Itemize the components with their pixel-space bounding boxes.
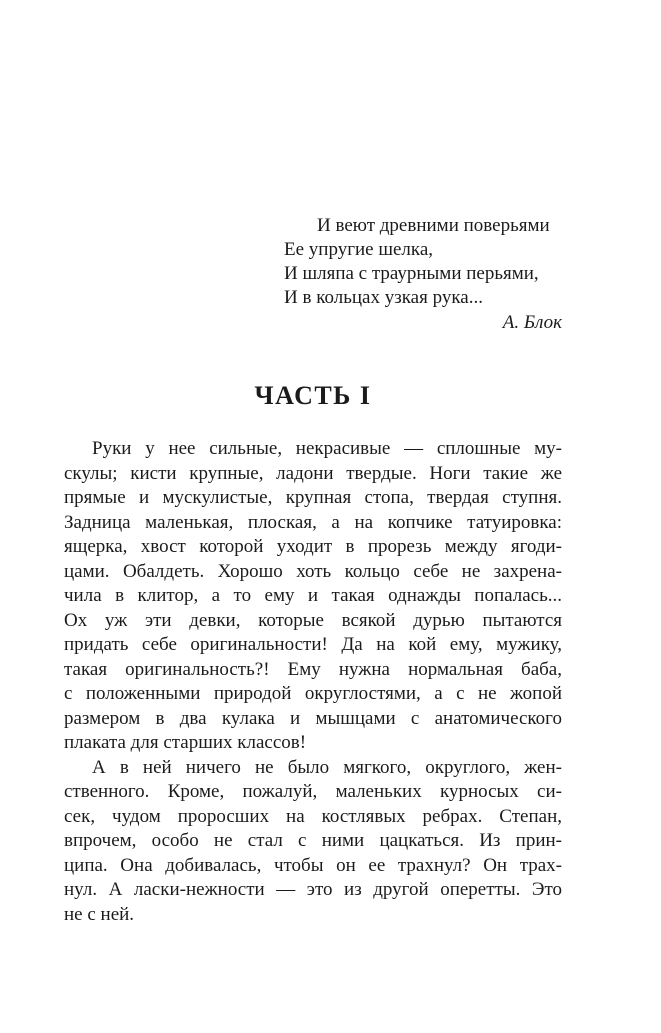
- body-line: ящерка, хвост которой уходит в прорезь между ягоди-: [64, 536, 562, 557]
- body-line: сек, чудом проросших на костлявых ребрах. Степан,: [64, 805, 562, 827]
- body-line: плаката для старших классов!: [64, 732, 307, 753]
- epigraph-attribution: А. Блок: [502, 312, 562, 333]
- body-line: Ох уж эти девки, которые всякой дурью пытаются: [64, 609, 562, 631]
- body-line: с положенными природой округлостями, а с не жопой: [64, 683, 562, 704]
- paragraph: [64, 756, 562, 928]
- body-line: такая оригинальность?! Ему нужна нормальная баба,: [64, 658, 562, 680]
- body-line: придать себе оригинальности! Да на кой ему, мужику,: [64, 634, 562, 655]
- epigraph-line: Ее упругие шелка,: [284, 239, 434, 260]
- text-column: [64, 0, 562, 927]
- body-line: скулы; кисти крупные, ладони твердые. Ноги такие же: [64, 462, 562, 484]
- epigraph-line: И в кольцах узкая рука...: [284, 287, 483, 308]
- body-line: ственного. Кроме, пожалуй, маленьких курносых си-: [64, 781, 562, 802]
- epigraph: [284, 214, 562, 335]
- paragraph: [64, 437, 562, 756]
- body-line: не с ней.: [64, 903, 135, 925]
- epigraph-line: И шляпа с траурными перьями,: [284, 263, 539, 284]
- part-title: ЧАСТЬ I: [254, 381, 372, 410]
- body-line: А в ней ничего не было мягкого, округлого, жен-: [92, 756, 562, 778]
- body-line: цами. Обалдеть. Хорошо хоть кольцо себе не захрена-: [64, 560, 562, 582]
- body-line: ципа. Она добивалась, чтобы он ее трахнул? Он трах-: [64, 854, 562, 876]
- epigraph-line: И веют древними поверьями: [317, 215, 550, 236]
- body-line: нул. А ласки-нежности — это из другой оперетты. Это: [64, 879, 562, 900]
- body-text: [64, 437, 562, 927]
- body-line: прямые и мускулистые, крупная стопа, твердая ступня.: [64, 487, 562, 508]
- body-line: Задница маленькая, плоская, а на копчике татуировка:: [64, 511, 562, 533]
- body-line: Руки у нее сильные, некрасивые — сплошные му-: [92, 438, 562, 459]
- body-line: размером в два кулака и мышцами с анатомического: [64, 707, 562, 729]
- body-line: впрочем, особо не стал с ними цацкаться. Из прин-: [64, 830, 562, 851]
- body-line: чила в клитор, а то ему и такая однажды попалась...: [64, 585, 562, 606]
